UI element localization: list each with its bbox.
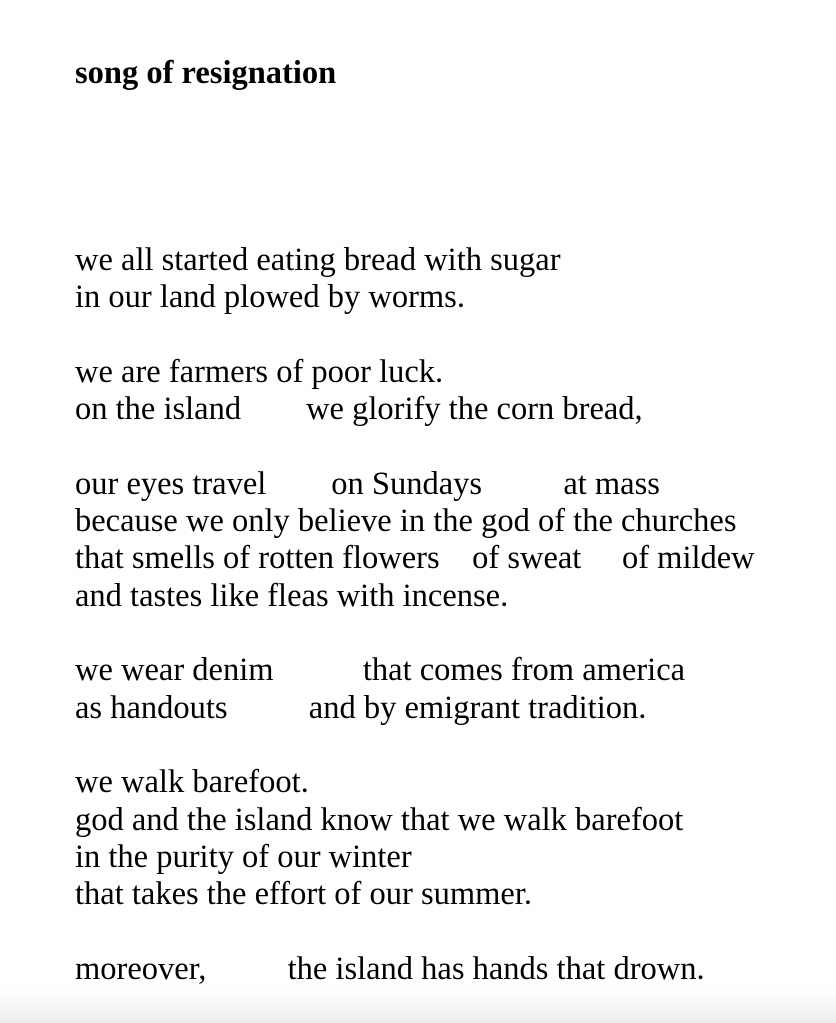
blank-line — [75, 914, 816, 951]
blank-line — [75, 428, 816, 465]
poem-line: in our land plowed by worms. — [75, 278, 465, 315]
blank-line — [75, 316, 816, 353]
poem-line: that smells of rotten flowers of sweat of mildew — [75, 540, 755, 577]
poem-line: because we only believe in the god of the churches — [75, 502, 737, 539]
poem-line: we are farmers of poor luck. — [75, 353, 444, 390]
poem-line: that takes the effort of our summer. — [75, 876, 532, 913]
poem-line: god and the island know that we walk barefoot — [75, 801, 684, 838]
poem-line: moreover, the island has hands that drown. — [75, 950, 705, 987]
poem-line: as handouts and by emigrant tradition. — [75, 689, 647, 726]
poem-line: in the purity of our winter — [75, 838, 412, 875]
poem-line: on the island we glorify the corn bread, — [75, 390, 643, 427]
poem-line: we all started eating bread with sugar — [75, 241, 561, 278]
poem-title: song of resignation — [75, 55, 337, 91]
blank-line — [75, 92, 816, 129]
poem-line: our eyes travel on Sundays at mass — [75, 465, 660, 502]
poem-text — [75, 55, 816, 988]
blank-line — [75, 204, 816, 241]
blank-line — [75, 727, 816, 764]
poem-line: we walk barefoot. — [75, 764, 309, 801]
page-bottom-shadow — [0, 987, 836, 1023]
blank-line — [75, 615, 816, 652]
poem-line: we wear denim that comes from america — [75, 652, 686, 689]
blank-line — [75, 167, 816, 204]
poem-line: and tastes like fleas with incense. — [75, 577, 509, 614]
blank-line — [75, 130, 816, 167]
